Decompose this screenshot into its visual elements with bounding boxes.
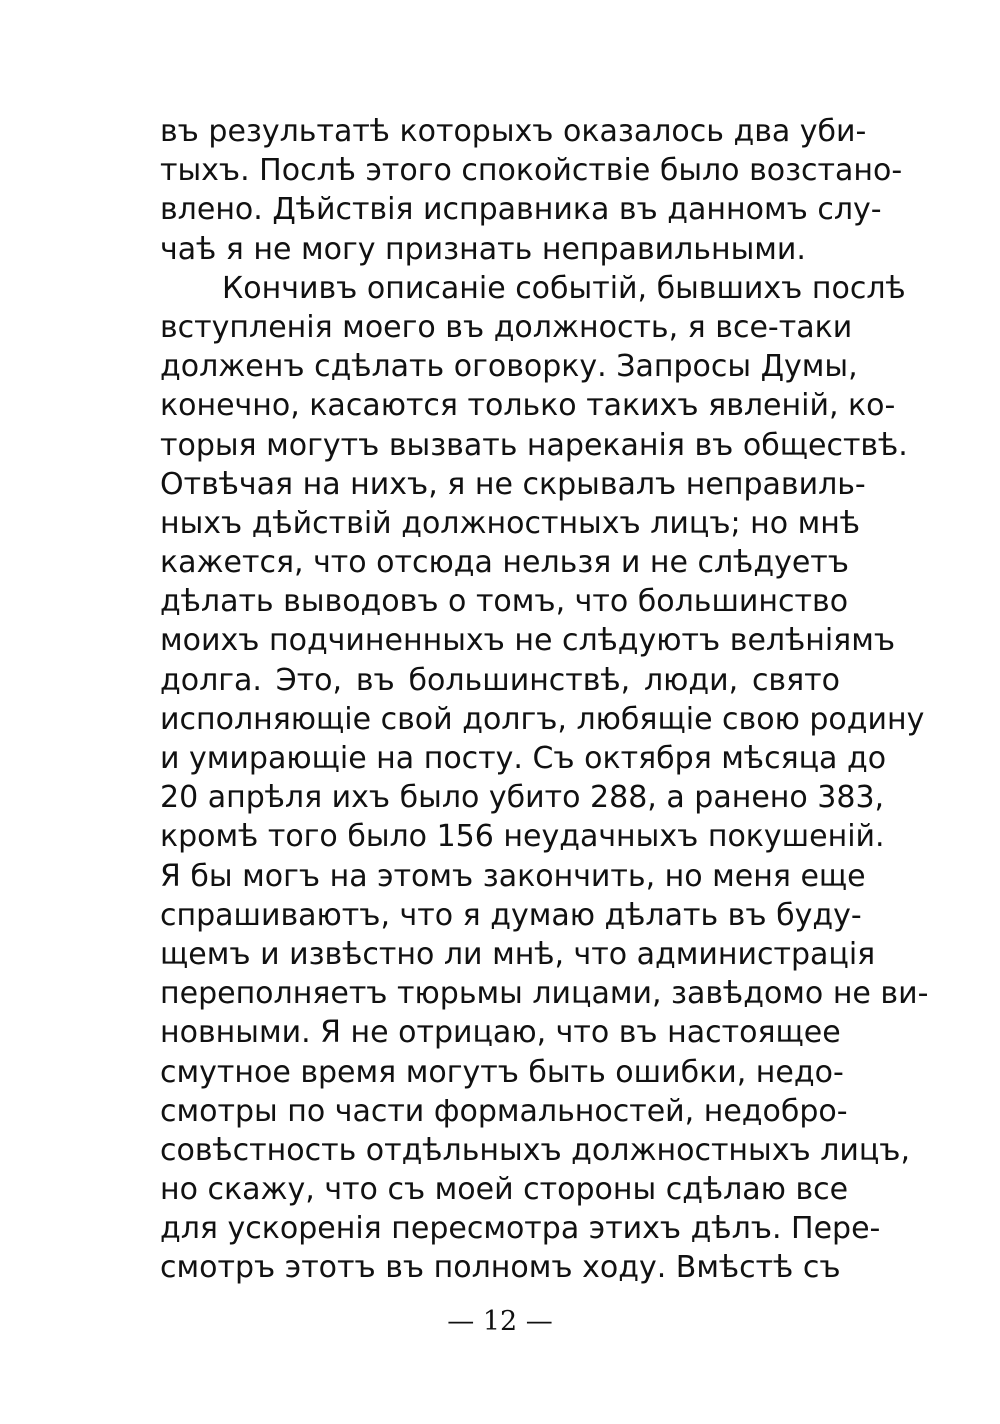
text-line: долженъ сдѣлать оговорку. Запросы Думы, [160,349,858,385]
text-line: щемъ и извѣстно ли мнѣ, что администрація [160,936,876,972]
text-line: кажется, что отсюда нельзя и не слѣдуетъ [160,545,849,581]
text-line: новными. Я не отрицаю, что въ настоящее [160,1015,841,1051]
text-line: чаѣ я не могу признать неправильными. [160,231,806,267]
text-line: но скажу, что съ моей стороны сдѣлаю все [160,1172,849,1208]
text-line: и умирающіе на посту. Съ октября мѣсяца до [160,741,887,776]
text-line: смотры по части формальностей, недобро- [160,1093,848,1129]
text-line: для ускоренія пересмотра этихъ дѣлъ. Пере- [160,1211,881,1247]
text-line: въ результатѣ которыхъ оказалось два уби- [160,114,867,149]
text-line: влено. Дѣйствія исправника въ данномъ слу- [160,192,882,228]
text-line: кромѣ того было 156 неудачныхъ покушеній. [160,819,885,855]
text-line: тыхъ. Послѣ этого спокойствіе было возстано- [160,153,903,189]
text-line: ныхъ дѣйствій должностныхъ лицъ; но мнѣ [160,505,861,541]
text-line: долга. Это, въ большинствѣ, люди, свято [160,662,840,698]
text-line: смотръ этотъ въ полномъ ходу. Вмѣстѣ съ [160,1250,841,1286]
text-line-paragraph-start: Кончивъ описаніе событій, бывшихъ послѣ [222,270,906,306]
text-line: переполняетъ тюрьмы лицами, завѣдомо не ви- [160,976,929,1012]
text-line: вступленія моего въ должность, я все-таки [160,309,853,345]
text-line: моихъ подчиненныхъ не слѣдуютъ велѣніямъ [160,623,896,659]
text-line: торыя могутъ вызвать нареканія въ обществѣ. [160,427,908,463]
text-line: конечно, касаются только такихъ явленій, ко- [160,388,896,424]
text-line: Я бы могъ на этомъ закончить, но меня еще [160,858,866,894]
body-text [160,112,929,1288]
text-line: дѣлать выводовъ о томъ, что большинство [160,584,849,620]
text-line: Отвѣчая на нихъ, я не скрывалъ неправиль- [160,466,866,502]
text-line: исполняющіе свой долгъ, любящіе свою родину [160,701,925,737]
page-number: — 12 — [447,1306,553,1337]
text-line: совѣстность отдѣльныхъ должностныхъ лицъ, [160,1132,911,1168]
text-line: 20 апрѣля ихъ было убито 288, а ранено 383, [160,780,885,816]
text-line: спрашиваютъ, что я думаю дѣлать въ буду- [160,897,862,933]
text-line: смутное время могутъ быть ошибки, недо- [160,1054,844,1090]
